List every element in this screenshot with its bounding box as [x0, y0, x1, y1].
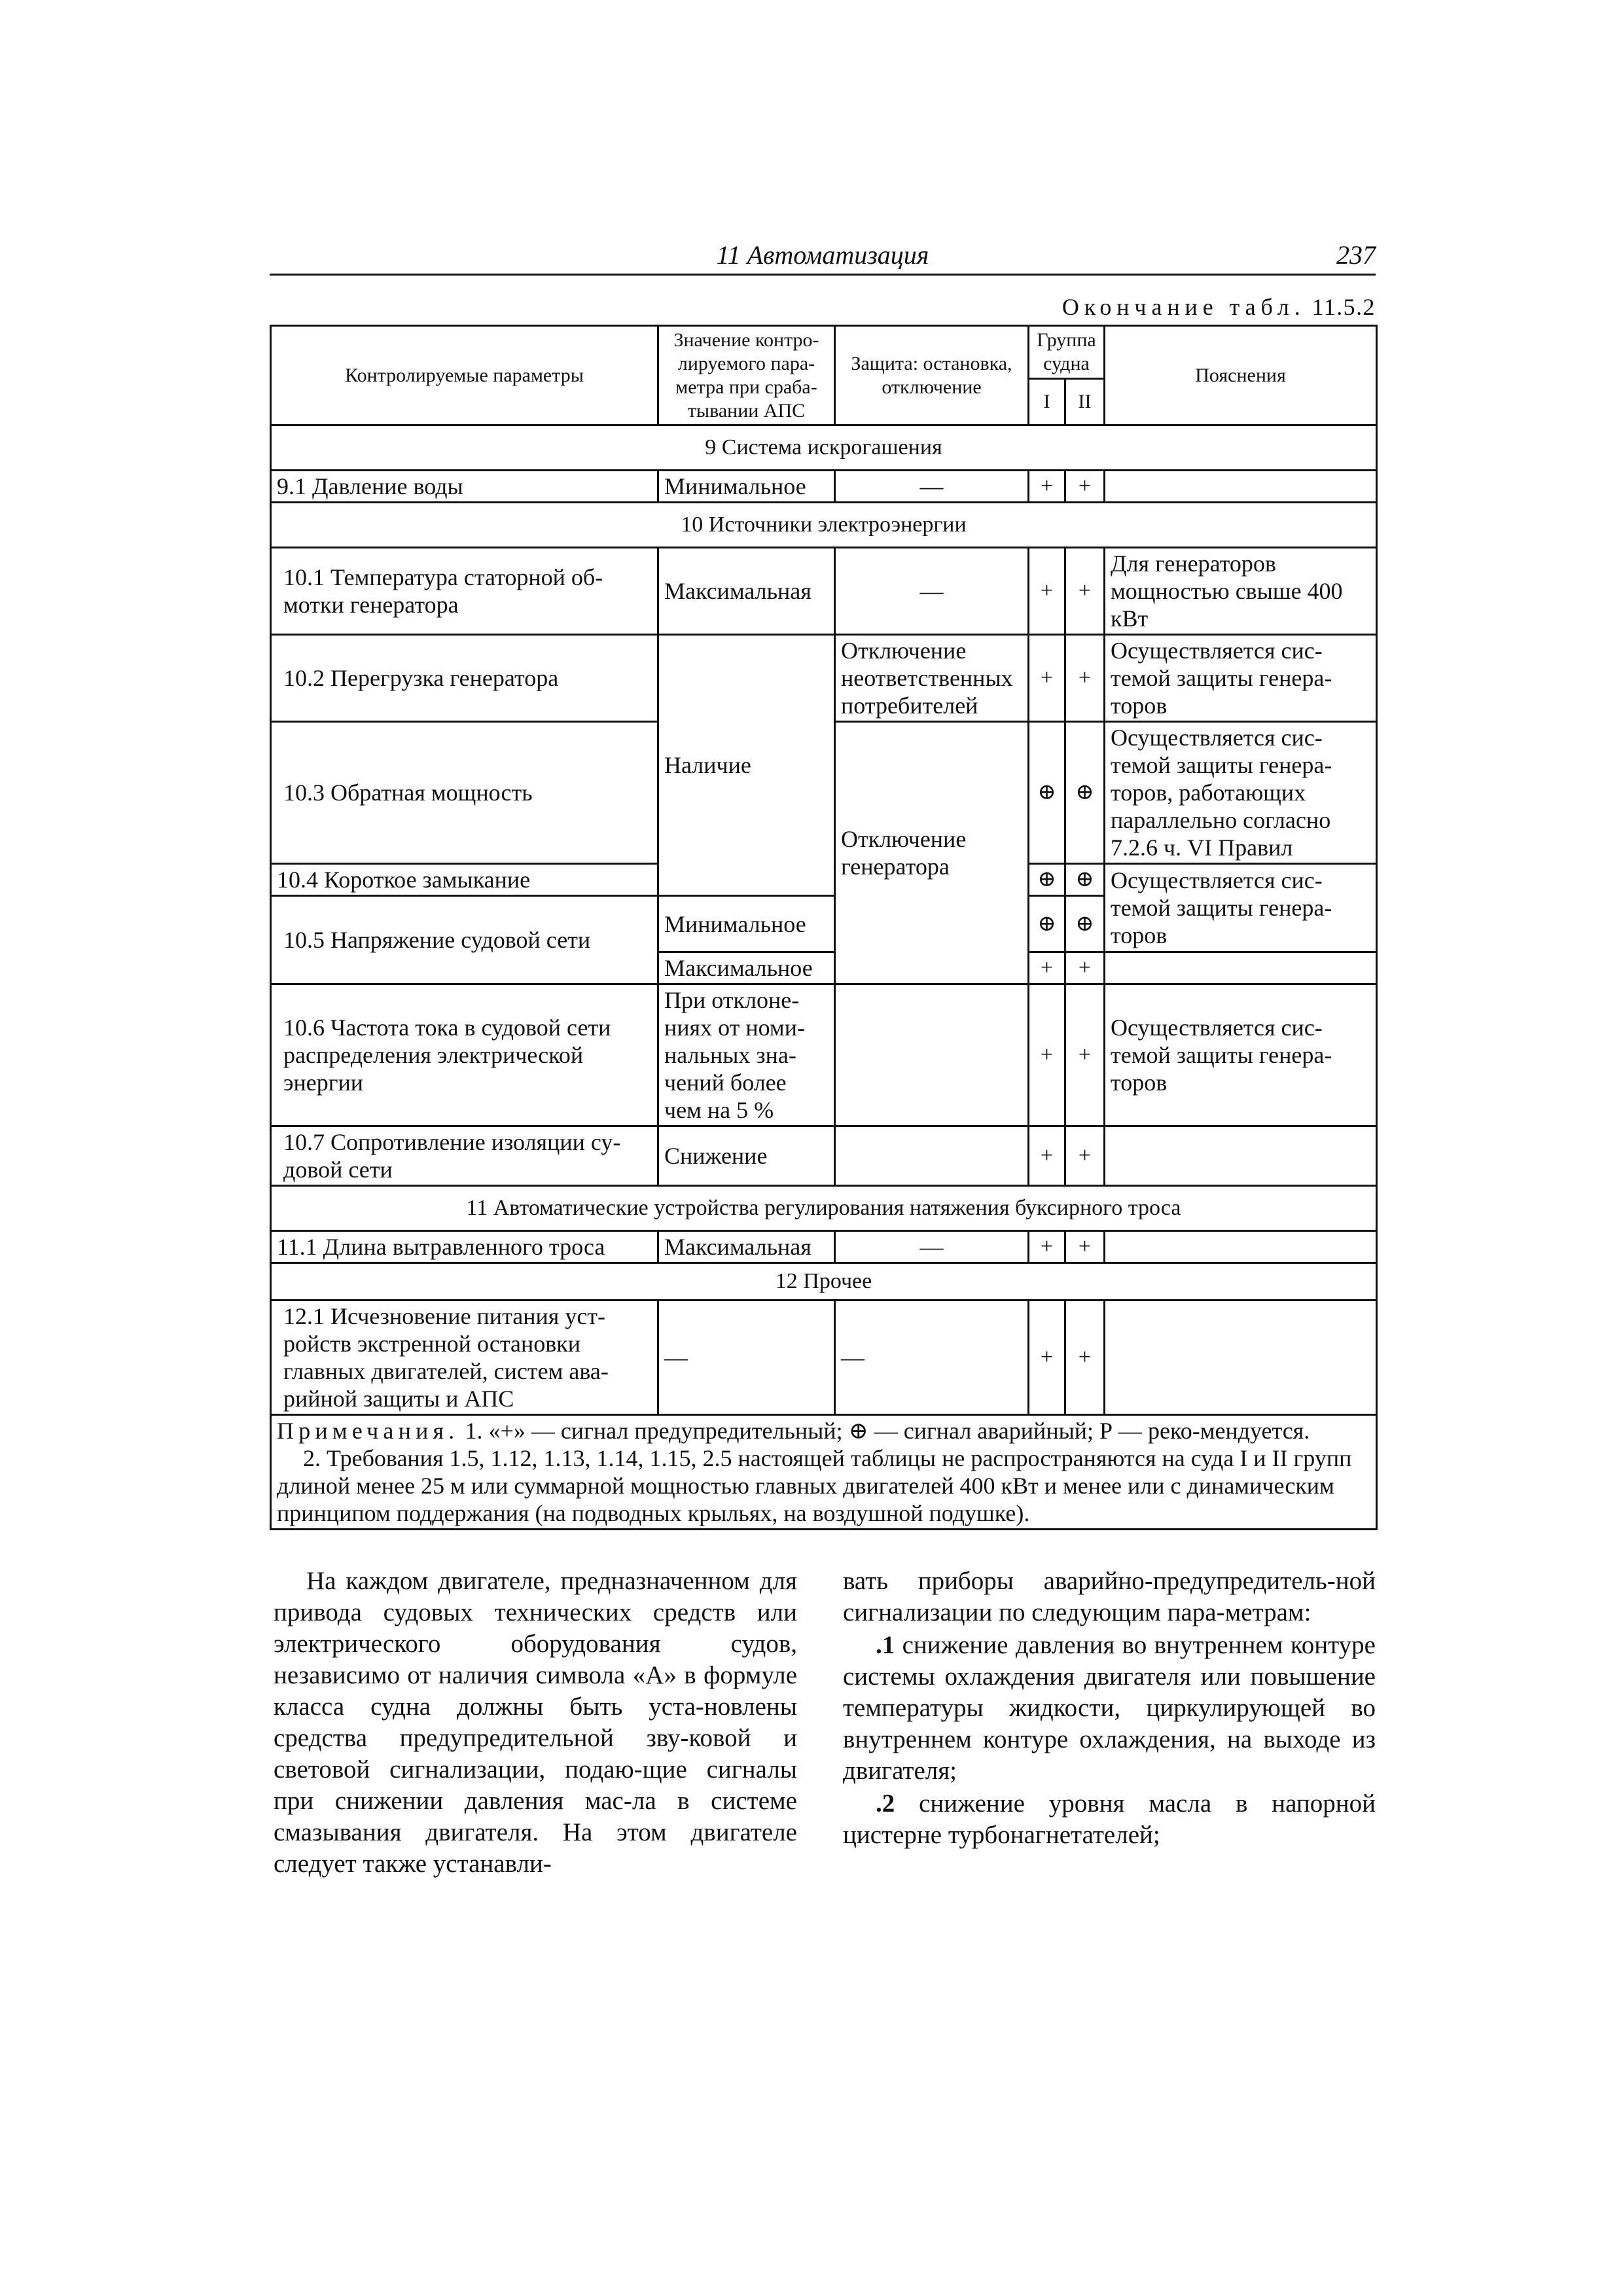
group-2-mark: +: [1065, 984, 1105, 1126]
item-text: снижение уровня масла в напорной цистерне турбонагнетателей;: [843, 1789, 1376, 1849]
item-number: .2: [876, 1789, 895, 1818]
right-column: [843, 1566, 1376, 1851]
left-column: [274, 1566, 797, 1880]
table-header-row: [271, 326, 1377, 379]
value-cell: При отклоне-ниях от номи-нальных зна-чений более чем на 5 %: [658, 984, 835, 1126]
section-title: 10 Источники электроэнергии: [271, 503, 1377, 548]
table-caption: [1062, 293, 1376, 321]
group-2-mark: ⊕: [1065, 864, 1105, 896]
group-2-mark: ⊕: [1065, 896, 1105, 952]
value-cell: —: [658, 1300, 835, 1415]
value-cell: Минимальное: [658, 896, 835, 952]
value-cell: Минимальное: [658, 471, 835, 503]
protection-cell: —: [835, 548, 1029, 635]
notes-cell: Осуществляется сис-темой защиты генера-торов, работающих параллельно согласно 7.2.6 ч. VI Правил: [1105, 722, 1377, 864]
group-1-mark: +: [1029, 952, 1065, 984]
section-title: 12 Прочее: [271, 1263, 1377, 1300]
list-item: [843, 1788, 1376, 1851]
col-header-group-1: I: [1029, 379, 1065, 425]
notes-cell: [1105, 952, 1377, 984]
running-header: [270, 237, 1376, 276]
group-2-mark: +: [1065, 1300, 1105, 1415]
table-row: [271, 635, 1377, 722]
chapter-title: 11 Автоматизация: [716, 240, 929, 270]
group-1-mark: ⊕: [1029, 722, 1065, 864]
group-1-mark: +: [1029, 1300, 1065, 1415]
section-title: 9 Система искрогашения: [271, 425, 1377, 471]
note-1: [277, 1417, 1370, 1444]
list-item: [843, 1630, 1376, 1787]
note-1-text: 1. «+» — сигнал предупредительный; ⊕ — сигнал аварийный; Р — реко-мендуется.: [465, 1418, 1310, 1444]
section-row: [271, 1186, 1377, 1231]
group-2-mark: +: [1065, 1231, 1105, 1263]
notes-cell: Для генераторов мощностью свыше 400 кВт: [1105, 548, 1377, 635]
protection-cell: —: [835, 471, 1029, 503]
col-header-protection: Защита: остановка, отключение: [835, 326, 1029, 425]
group-1-mark: ⊕: [1029, 896, 1065, 952]
group-2-mark: +: [1065, 635, 1105, 722]
notes-row: [271, 1415, 1377, 1530]
group-2-mark: ⊕: [1065, 722, 1105, 864]
paragraph: На каждом двигателе, предназначенном для привода судовых технических средств или электрического оборудования судов, независимо от наличия символа «А» в формуле класса судна должны быть уста-новлены средства предупредительной зву-ковой и световой сигнализации, подаю-щие сигналы при снижении давления мас-ла в системе смазывания двигателя. На этом двигателе следует также устанавли-: [274, 1567, 797, 1878]
table-row: [271, 984, 1377, 1126]
protection-cell: —: [835, 1231, 1029, 1263]
notes-cell: [1105, 1231, 1377, 1263]
item-number: .1: [876, 1631, 895, 1659]
group-1-mark: ⊕: [1029, 864, 1065, 896]
param-cell: 9.1 Давление воды: [271, 471, 658, 503]
col-header-notes: Пояснения: [1105, 326, 1377, 425]
notes-cell: [1105, 1300, 1377, 1415]
notes-cell: Осуществляется сис-темой защиты генера-торов: [1105, 984, 1377, 1126]
group-2-mark: +: [1065, 471, 1105, 503]
parameters-table: [270, 325, 1378, 1530]
note-2: 2. Требования 1.5, 1.12, 1.13, 1.14, 1.15, 2.5 настоящей таблицы не распространяются на суда I и II групп длиной менее 25 м или суммарной мощностью главных двигателей 400 кВт и менее или с динамическим принципом поддержания (на подводных крыльях, на воздушной подушке).: [277, 1445, 1352, 1526]
group-2-mark: +: [1065, 548, 1105, 635]
group-1-mark: +: [1029, 548, 1065, 635]
param-cell: 10.5 Напряжение судовой сети: [271, 896, 658, 984]
group-2-mark: +: [1065, 952, 1105, 984]
table-row: [271, 1231, 1377, 1263]
param-cell: 10.7 Сопротивление изоляции су-довой сети: [271, 1126, 658, 1186]
group-1-mark: +: [1029, 635, 1065, 722]
section-row: [271, 425, 1377, 471]
value-cell: Наличие: [658, 635, 835, 896]
item-text: снижение давления во внутреннем контуре системы охлаждения двигателя или повышение температуры жидкости, циркулирующей во внутреннем контуре охлаждения, на выходе из двигателя;: [843, 1631, 1376, 1785]
table-row: [271, 1300, 1377, 1415]
caption-label: Окончание табл.: [1061, 294, 1306, 320]
section-row: [271, 503, 1377, 548]
group-1-mark: +: [1029, 984, 1065, 1126]
section-row: [271, 1263, 1377, 1300]
param-cell: 10.4 Короткое замыкание: [271, 864, 658, 896]
param-cell: 11.1 Длина вытравленного троса: [271, 1231, 658, 1263]
table-notes: [271, 1415, 1377, 1530]
value-cell: Максимальное: [658, 952, 835, 984]
group-1-mark: +: [1029, 1126, 1065, 1186]
col-header-value: Значение контро-лируемого пара-метра при сраба-тывании АПС: [658, 326, 835, 425]
protection-cell: Отключение генератора: [835, 722, 1029, 984]
protection-cell: [835, 1126, 1029, 1186]
group-1-mark: +: [1029, 471, 1065, 503]
col-header-param: Контролируемые параметры: [271, 326, 658, 425]
param-cell: 10.2 Перегрузка генератора: [271, 635, 658, 722]
protection-cell: [835, 984, 1029, 1126]
protection-cell: Отключение неответственных потребителей: [835, 635, 1029, 722]
value-cell: Снижение: [658, 1126, 835, 1186]
param-cell: 10.1 Температура статорной об-мотки генератора: [271, 548, 658, 635]
group-1-mark: +: [1029, 1231, 1065, 1263]
table-row: [271, 1126, 1377, 1186]
col-header-group: Группа судна: [1029, 326, 1105, 379]
group-2-mark: +: [1065, 1126, 1105, 1186]
notes-cell: [1105, 471, 1377, 503]
caption-number: 11.5.2: [1311, 294, 1376, 320]
section-title: 11 Автоматические устройства регулирования натяжения буксирного троса: [271, 1186, 1377, 1231]
notes-cell: [1105, 1126, 1377, 1186]
table-row: [271, 471, 1377, 503]
value-cell: Максимальная: [658, 1231, 835, 1263]
page-number: 237: [1336, 240, 1376, 270]
paragraph: вать приборы аварийно-предупредитель-ной сигнализации по следующим пара-метрам:: [843, 1567, 1376, 1626]
param-cell: 12.1 Исчезновение питания уст-ройств экстренной остановки главных двигателей, систем ава-рийной защиты и АПС: [271, 1300, 658, 1415]
table-row: [271, 548, 1377, 635]
notes-label: Примечания.: [277, 1418, 459, 1444]
value-cell: Максимальная: [658, 548, 835, 635]
param-cell: 10.3 Обратная мощность: [271, 722, 658, 864]
param-cell: 10.6 Частота тока в судовой сети распределения электрической энергии: [271, 984, 658, 1126]
col-header-group-2: II: [1065, 379, 1105, 425]
notes-cell: Осуществляется сис-темой защиты генера-торов: [1105, 635, 1377, 722]
protection-cell: —: [835, 1300, 1029, 1415]
notes-cell: Осуществляется сис-темой защиты генера-торов: [1105, 864, 1377, 952]
